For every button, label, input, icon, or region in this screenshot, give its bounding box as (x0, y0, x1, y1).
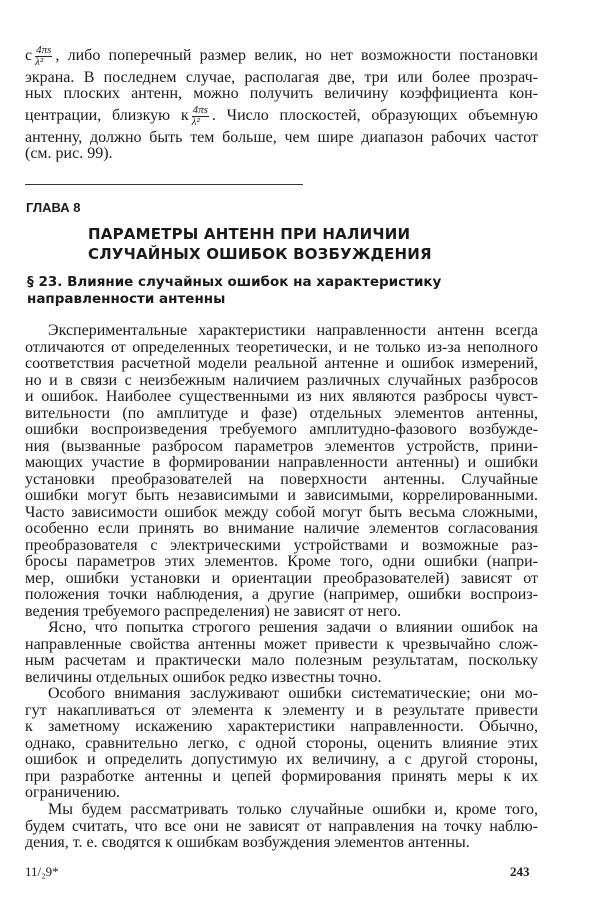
fraction-denominator: λ² (191, 115, 200, 128)
text-line: вительности (по амплитуде и фазе) отдельных элементов антенны, (25, 404, 538, 422)
text-line: Мы будем рассматривать только случайные ошибки и, кроме того, (48, 801, 538, 818)
intro-text (25, 42, 538, 162)
text-fragment: , либо поперечный размер велик, но нет возможности постановки (55, 47, 538, 64)
text-line: но и в связи с неизбежным наличием различных случайных разбросов (25, 371, 538, 389)
fraction-denominator: λ² (35, 55, 44, 68)
chapter-title (88, 224, 432, 264)
section-title (27, 274, 441, 308)
formula-fraction (192, 105, 209, 128)
section-title-line: § 23. Влияние случайных ошибок на характеристику (27, 274, 442, 290)
text-line: ных плоских антенн, можно получить величину коэффициента кон- (25, 85, 538, 102)
fraction-numerator: 4πs (36, 43, 52, 56)
text-line: экрана. В последнем случае, располагая две, три или более прозрач- (25, 69, 538, 86)
paragraph (25, 323, 538, 620)
text-line: Особого внимания заслуживают ошибки систематические; они мо- (48, 685, 538, 702)
text-line: направленные свойства антенны может привести к чрезвычайно слож- (25, 635, 538, 653)
chapter-label: ГЛАВА 8 (26, 200, 81, 215)
text-fragment: с (25, 47, 33, 64)
text-line: ошибки могут быть независимыми и зависимыми, коррелированными. (25, 487, 538, 504)
divider (25, 184, 303, 185)
text-line: величины отдельных ошибок редко известны точно. (25, 668, 382, 686)
text-line: положения точки наблюдения, а другие (например, ошибки воспроиз- (25, 586, 538, 603)
page-number: 243 (510, 864, 530, 879)
text-line: антенну, должно быть тем больше, чем шире диапазон рабочих частот (25, 129, 538, 146)
text-line: ошибок и определить допустимую их величину, а с другой стороны, (25, 751, 538, 768)
text-line: особенно если принять во внимание наличие элементов согласования (25, 520, 538, 537)
text-line: Ясно, что попытка строгого решения задачи о влиянии ошибок на (48, 619, 538, 636)
text-line: ведения требуемого распределения) не зависят от него. (25, 602, 402, 620)
text-line: гут накапливаться от элемента к элементу и в результате привести (25, 701, 538, 719)
fraction-numerator: 4πs (192, 103, 208, 116)
text-line: при разработке антенны и цепей формирования принять меры к их (25, 767, 538, 785)
text-line: мер, ошибки установки и ориентации преобразователей) зависят от (25, 569, 538, 587)
text-line: (см. рис. 99). (25, 145, 113, 162)
text-line: однако, сравнительно легко, с одной стороны, оценить влияние этих (25, 734, 538, 752)
text-line: будем считать, что все они не зависят от направления на точку наблю- (25, 817, 538, 835)
text-line: соответствия расчетной модели реальной антенне и ошибок измерений, (25, 355, 538, 372)
text-line: к заметному искажению характеристики направленности. Обычно, (25, 718, 538, 735)
text-line: Экспериментальные характеристики направленности антенн всегда (48, 322, 538, 339)
text-line: преобразователя с электрическими устройствами и возможные раз- (25, 536, 538, 554)
text-line: бросы параметров этих элементов. Кроме того, одни ошибки (напри- (25, 553, 538, 570)
text-line (25, 102, 538, 130)
text-fragment: . Число плоскостей, образующих объемную (211, 107, 539, 124)
text-line: и ошибок. Наиболее существенными из них являются разбросы чувст- (25, 388, 538, 405)
text-line: Часто зависимости ошибок между собой могут быть весьма сложными, (25, 503, 538, 521)
chapter-title-line: ПАРАМЕТРЫ АНТЕНН ПРИ НАЛИЧИИ (88, 225, 411, 243)
text-fragment: центрации, близкую к (25, 107, 189, 124)
text-line: ограничению. (25, 784, 121, 801)
paragraph (25, 802, 538, 852)
text-line: установки преобразователей на поверхности антенны. Случайные (25, 470, 538, 488)
text-line: ошибки воспроизведения требуемого амплитудно-фазового возбужде- (25, 421, 538, 438)
text-line: мающих участие в формировании направленности антенны) и ошибки (25, 454, 538, 471)
chapter-title-line: СЛУЧАЙНЫХ ОШИБОК ВОЗБУЖДЕНИЯ (88, 245, 432, 263)
text-line (25, 42, 538, 70)
text-line: отличаются от определенных теоретически, и не только из-за неполного (25, 338, 538, 356)
text-line: дения, т. е. сводятся к ошибкам возбуждения элементов антенны. (25, 834, 470, 851)
paragraph (25, 686, 538, 802)
formula-fraction (35, 45, 52, 68)
text-line: ным расчетам и практически мало полезным результатам, поскольку (25, 652, 538, 669)
text-line: ния (вызванные разбросом параметров элементов устройств, прини- (25, 437, 538, 455)
paragraph (25, 620, 538, 686)
printer-signature: 11/₂9* (25, 864, 59, 879)
section-title-line: направленности антенны (27, 291, 226, 307)
